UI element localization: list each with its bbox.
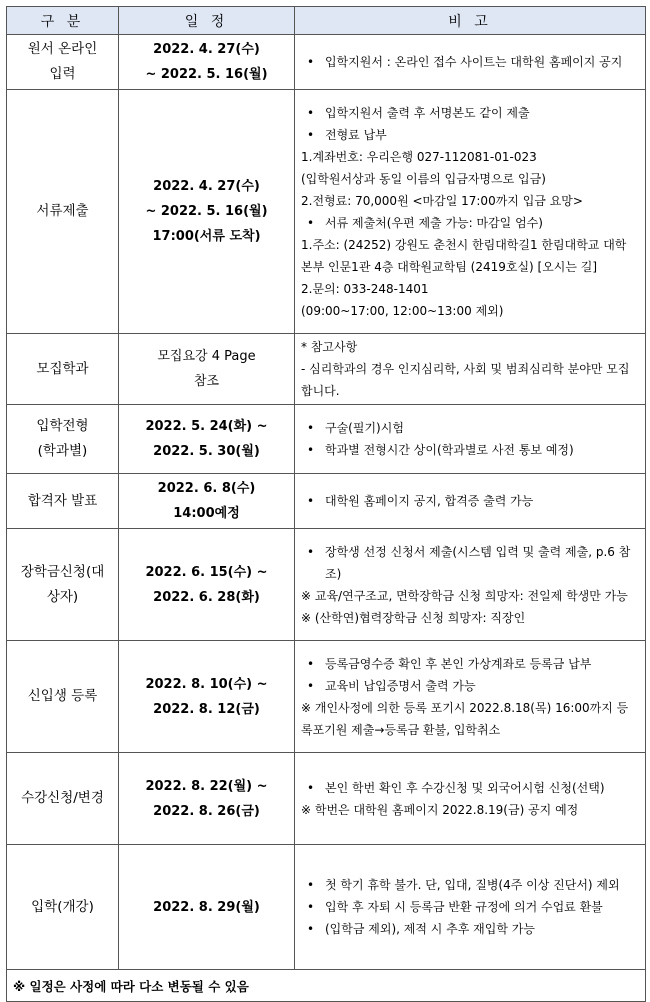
notes-cell <box>295 529 646 641</box>
schedule-cell <box>119 641 295 753</box>
schedule-line: 2022. 8. 29(월) <box>153 899 260 915</box>
category-cell <box>7 529 119 641</box>
schedule-cell <box>119 35 295 90</box>
note-line: (09:00~17:00, 12:00~13:00 제외) <box>301 303 504 318</box>
schedule-cell <box>119 529 295 641</box>
category-line: 입력 <box>49 66 76 82</box>
schedule-line: ~ 2022. 5. 16(월) <box>145 204 268 219</box>
schedule-line: 2022. 4. 27(수) <box>153 42 260 57</box>
category-cell <box>7 845 119 970</box>
category-line: 입학(개강) <box>31 898 94 915</box>
table-row <box>7 334 646 405</box>
table-row <box>7 405 646 474</box>
notes-cell <box>295 35 646 90</box>
bullet-note: • 입학지원서 출력 후 서명본도 같이 제출 <box>301 102 637 124</box>
notes-cell <box>295 334 646 405</box>
category-cell <box>7 90 119 334</box>
bullet-note: • 서류 제출처(우편 제출 가능: 마감일 엄수) <box>301 212 637 234</box>
category-line: (학과별) <box>37 443 88 459</box>
category-cell <box>7 334 119 405</box>
note-line: ※ 학번은 대학원 홈페이지 2022.8.19(금) 공지 예정 <box>301 802 579 817</box>
bullet-note: • 등록금영수증 확인 후 본인 가상계좌로 등록금 납부 <box>301 653 637 675</box>
schedule-cell <box>119 753 295 845</box>
category-line: 서류제출 <box>36 203 89 219</box>
admission-schedule-table <box>6 6 646 1002</box>
note-line: - 심리학과의 경우 인지심리학, 사회 및 범죄심리학 분야만 모집합니다. <box>301 362 630 398</box>
schedule-line: 2022. 6. 8(수) <box>157 481 256 496</box>
footnote: ※ 일정은 사정에 따라 다소 변동될 수 있음 <box>7 970 646 1002</box>
notes-cell <box>295 405 646 474</box>
table-row <box>7 90 646 334</box>
header-category: 구 분 <box>7 7 119 35</box>
schedule-line: 2022. 8. 12(금) <box>153 701 260 717</box>
notes-cell <box>295 845 646 970</box>
note-line: 1.주소: (24252) 강원도 춘천시 한림대학길1 한림대학교 대학본부 인문1관 4층 대학원교학팀 (2419호실) [오시는 길] <box>301 237 627 274</box>
notes-cell <box>295 641 646 753</box>
category-line: 상자) <box>46 588 79 605</box>
schedule-line: 2022. 5. 30(월) <box>153 444 260 459</box>
schedule-cell <box>119 334 295 405</box>
bullet-note: • 대학원 홈페이지 공지, 합격증 출력 가능 <box>301 490 637 512</box>
schedule-cell <box>119 845 295 970</box>
notes-cell <box>295 753 646 845</box>
schedule-line: 17:00(서류 도착) <box>152 229 261 244</box>
note-line: (입학원서상과 동일 이름의 입금자명으로 입금) <box>301 171 546 186</box>
category-cell <box>7 474 119 529</box>
schedule-line: 2022. 5. 24(화) ~ <box>145 419 268 434</box>
category-cell <box>7 35 119 90</box>
note-line: * 참고사항 <box>301 340 358 354</box>
bullet-note: • 구술(필기)시험 <box>301 417 637 439</box>
bullet-note: • 입학지원서 : 온라인 접수 사이트는 대학원 홈페이지 공지 <box>301 51 637 73</box>
category-cell <box>7 405 119 474</box>
table-row <box>7 474 646 529</box>
bullet-note: • 전형료 납부 <box>301 124 637 146</box>
table-row <box>7 641 646 753</box>
note-line: 2.전형료: 70,000원 <마감일 17:00까지 입금 요망> <box>301 193 583 208</box>
note-line: ※ 개인사정에 의한 등록 포기시 2022.8.18(목) 16:00까지 등록포기원 제출→등록금 환불, 입학취소 <box>301 700 629 737</box>
category-line: 신입생 등록 <box>27 688 98 704</box>
schedule-cell <box>119 474 295 529</box>
bullet-note: • 본인 학번 확인 후 수강신청 및 외국어시험 신청(선택) <box>301 777 637 799</box>
bullet-note: • 장학생 선정 신청서 제출(시스템 입력 및 출력 제출, p.6 참조) <box>301 541 637 585</box>
table-row <box>7 35 646 90</box>
bullet-note: • 입학 후 자퇴 시 등록금 반환 규정에 의거 수업료 환불 <box>301 896 637 918</box>
schedule-line: 2022. 8. 26(금) <box>153 803 260 819</box>
schedule-line: 2022. 8. 22(월) ~ <box>145 778 268 794</box>
schedule-cell <box>119 90 295 334</box>
footnote-row <box>7 970 646 1002</box>
table-row <box>7 845 646 970</box>
schedule-line: ~ 2022. 5. 16(월) <box>145 67 268 82</box>
bullet-note: • 학과별 전형시간 상이(학과별로 사전 통보 예정) <box>301 439 637 461</box>
category-line: 모집학과 <box>36 360 89 377</box>
table-header-row <box>7 7 646 35</box>
table-row <box>7 753 646 845</box>
note-line: 1.계좌번호: 우리은행 027-112081-01-023 <box>301 149 537 164</box>
category-cell <box>7 641 119 753</box>
schedule-line: 모집요강 4 Page <box>157 349 256 364</box>
schedule-line: 14:00예정 <box>173 506 240 521</box>
notes-cell <box>295 474 646 529</box>
schedule-line: 2022. 6. 15(수) ~ <box>145 564 268 580</box>
note-line: 2.문의: 033-248-1401 <box>301 281 429 296</box>
header-schedule: 일 정 <box>119 7 295 35</box>
bullet-note: • (입학금 제외), 제적 시 추후 재입학 가능 <box>301 918 637 940</box>
category-line: 원서 온라인 <box>27 41 98 57</box>
category-line: 입학전형 <box>36 418 89 434</box>
bullet-note: • 첫 학기 휴학 불가. 단, 입대, 질병(4주 이상 진단서) 제외 <box>301 874 637 896</box>
note-line: ※ 교육/연구조교, 면학장학금 신청 희망자: 전일제 학생만 가능 <box>301 588 628 603</box>
notes-cell <box>295 90 646 334</box>
category-line: 수강신청/변경 <box>21 790 104 806</box>
note-line: ※ (산학연)협력장학금 신청 희망자: 직장인 <box>301 610 526 625</box>
schedule-line: 2022. 4. 27(수) <box>153 179 260 194</box>
category-cell <box>7 753 119 845</box>
category-line: 합격자 발표 <box>27 492 98 509</box>
bullet-note: • 교육비 납입증명서 출력 가능 <box>301 675 637 697</box>
schedule-cell <box>119 405 295 474</box>
schedule-line: 2022. 8. 10(수) ~ <box>145 676 268 692</box>
header-notes: 비 고 <box>295 7 646 35</box>
category-line: 장학금신청(대 <box>20 563 105 580</box>
schedule-line: 참조 <box>193 374 220 389</box>
table-row <box>7 529 646 641</box>
schedule-line: 2022. 6. 28(화) <box>153 589 260 605</box>
